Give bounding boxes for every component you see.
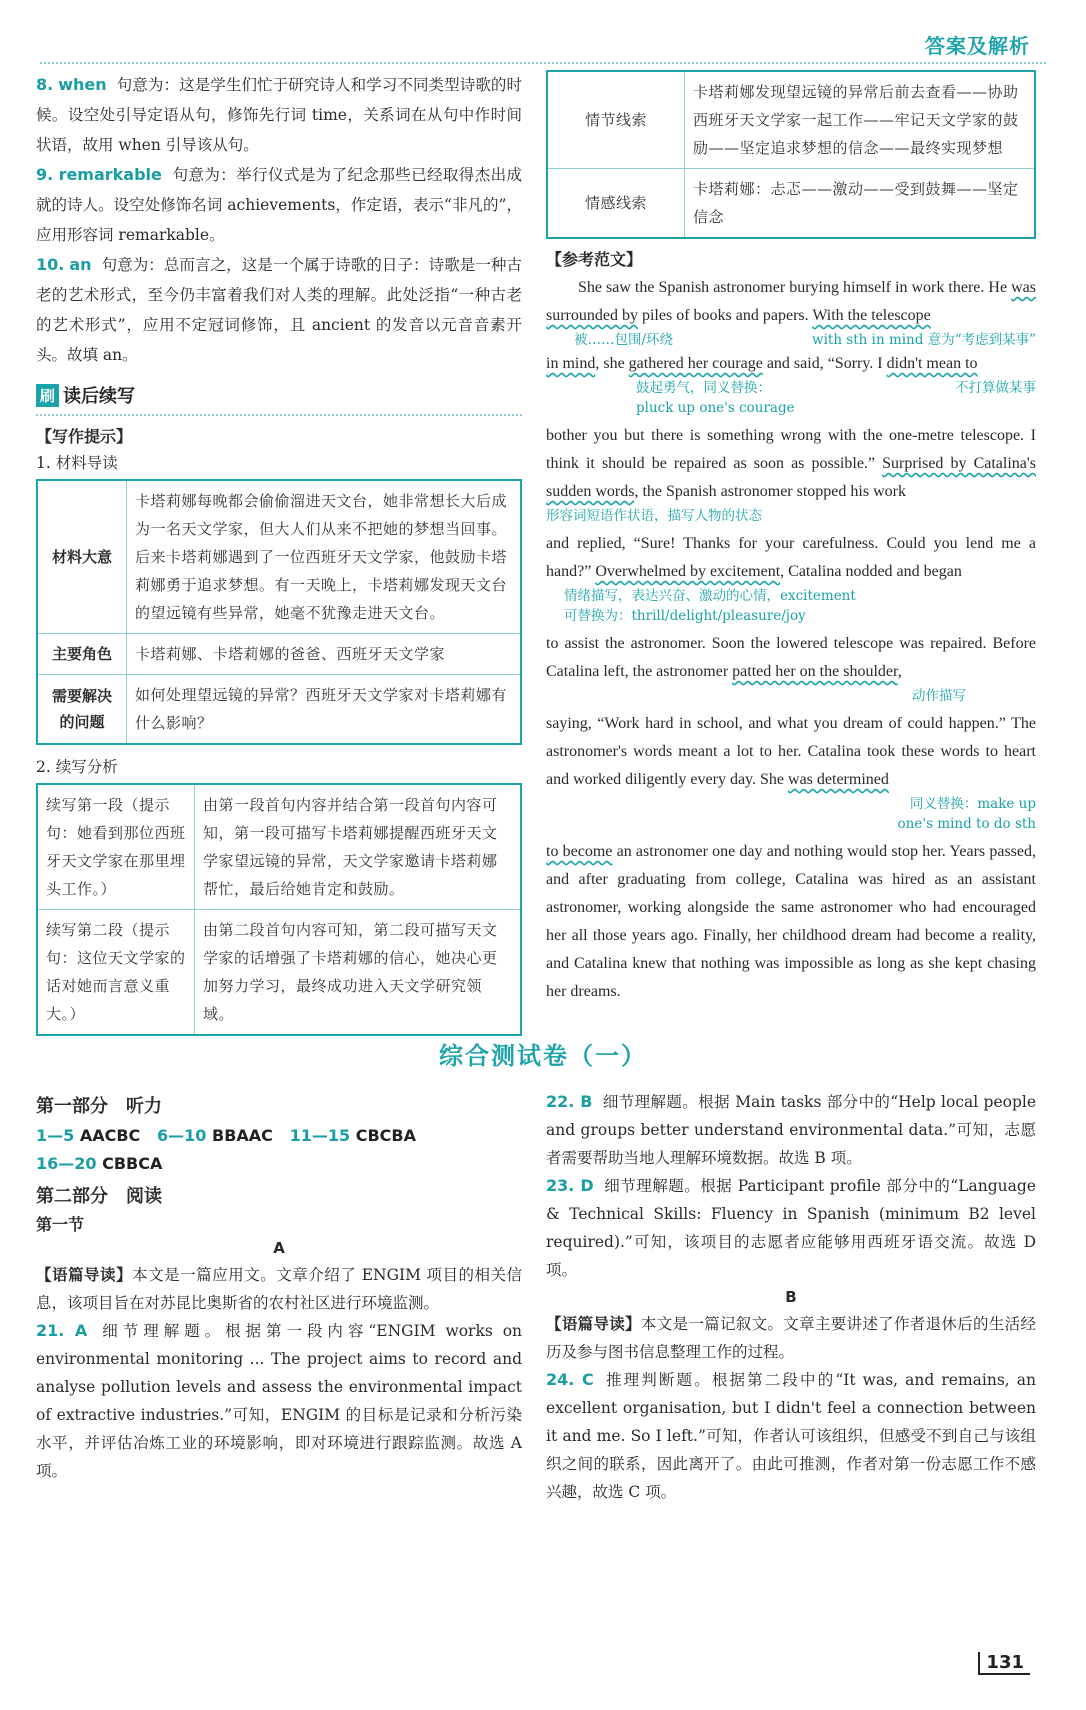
essay-text: to assist the astronomer. Soon the lowered telescope was repaired. Before Catalina left, the astronomer <box>546 635 1036 680</box>
answer-item-9 <box>36 160 522 250</box>
question-number: 21. A <box>36 1321 88 1340</box>
test-left-column <box>36 1088 522 1485</box>
guide-tag: 【语篇导读】 <box>36 1266 133 1284</box>
essay-text: , she <box>595 355 629 372</box>
table-value: 由第一段首句内容并结合第一段首句内容可知，第一段可描写卡塔莉娜提醒西班牙天文学家望远镜的异常，天文学家邀请卡塔莉娜帮忙，最后给她肯定和鼓励。 <box>195 784 522 910</box>
essay-paragraph <box>546 274 1036 330</box>
table-value: 如何处理望远镜的异常？西班牙天文学家对卡塔莉娜有什么影响？ <box>127 675 522 745</box>
essay-paragraph <box>546 630 1036 686</box>
table-key: 情感线索 <box>547 169 685 239</box>
essay-text: piles of books and papers. <box>637 307 813 324</box>
essay-annotation: pluck up one's courage <box>636 400 795 416</box>
essay-text: and said, “Sorry. I <box>762 355 887 372</box>
question-number: 22. B <box>546 1092 593 1111</box>
answer-item-10 <box>36 250 522 370</box>
question-text: 细节理解题。根据 Main tasks 部分中的“Help local people and groups better understand environmental data.”可知，志愿者需要帮助当地人理解环境数据。故选 B 项。 <box>546 1093 1036 1167</box>
left-column <box>36 70 522 1036</box>
key-range: 16—20 <box>36 1154 97 1173</box>
guide-text: 本文是一篇应用文。文章介绍了 ENGIM 项目的相关信息，该项目旨在对苏昆比奥斯省的农村社区进行环境监测。 <box>36 1266 522 1312</box>
essay-annotation: one's mind to do sth <box>897 816 1036 832</box>
item-explanation: 句意为：举行仪式是为了纪念那些已经取得杰出成就的诗人。设空处修饰名词 achievements，作定语，表示“非凡的”，应用形容词 remarkable。 <box>36 166 522 244</box>
table-row <box>547 169 1035 239</box>
item-answer: an <box>69 255 92 274</box>
essay-highlight: Overwhelmed by excitement <box>595 563 781 580</box>
passage-letter: B <box>785 1288 797 1306</box>
annotation-text: 不打算做某事 <box>955 380 1036 396</box>
answer-keys-line <box>36 1150 522 1178</box>
section-one-heading: 第一节 <box>36 1215 85 1234</box>
guide-text: 本文是一篇记叙文。文章主要讲述了作者退休后的生活经历及参与图书信息整理工作的过程。 <box>546 1315 1036 1361</box>
essay-annotation <box>546 378 1036 398</box>
part-two-heading: 第二部分 阅读 <box>36 1186 162 1207</box>
section-title: 读后续写 <box>63 386 136 407</box>
right-column <box>546 70 1036 1006</box>
key-range: 6—10 <box>157 1126 207 1145</box>
sample-essay <box>546 274 1036 1006</box>
table-key: 材料大意 <box>37 480 127 634</box>
table-key: 情节线索 <box>547 71 685 169</box>
item-explanation: 句意为：这是学生们忙于研究诗人和学习不同类型诗歌的时候。设空处引导定语从句，修饰先行词 time，关系词在从句中作时间状语，故用 when 引导该从句。 <box>36 76 522 154</box>
essay-annotation: 可替换为：thrill/delight/pleasure/joy <box>564 608 806 624</box>
table-row <box>37 784 521 910</box>
passage-guide <box>546 1310 1036 1366</box>
essay-text: , <box>897 663 902 680</box>
item-number: 8. <box>36 75 54 94</box>
table-value: 卡塔莉娜每晚都会偷偷溜进天文台，她非常想长大后成为一名天文学家，但大人们从来不把她的梦想当回事。后来卡塔莉娜遇到了一位西班牙天文学家，他鼓励卡塔莉娜勇于追求梦想。有一天晚上，卡塔莉娜发现天文台的望远镜有些异常，她毫不犹豫走进天文台。 <box>127 480 522 634</box>
writing-tips-heading: 【写作提示】 <box>36 427 133 446</box>
item-answer: remarkable <box>58 165 162 184</box>
essay-highlight: didn't mean to <box>886 355 978 372</box>
question-explanation <box>36 1317 522 1485</box>
essay-text: saying, “Work hard in school, and what you dream of could happen.” The astronomer's words meant a lot to her. Catalina took these words to heart and worked diligently every day. She <box>546 715 1036 788</box>
sample-essay-heading: 【参考范文】 <box>546 250 643 269</box>
material-heading: 1. 材料导读 <box>36 454 118 472</box>
section-title-continuation-writing <box>36 378 522 416</box>
essay-paragraph <box>546 838 1036 1006</box>
analysis-table <box>36 783 522 1036</box>
essay-highlight: was determined <box>788 771 889 788</box>
table-row <box>547 71 1035 169</box>
question-text: 细节理解题。根据 Participant profile 部分中的“Language & Technical Skills: Fluency in Spanish (minimum B2 level required).”可知，该项目的志愿者应能够用西班牙语交流。故选 D 项。 <box>546 1177 1036 1279</box>
essay-highlight: to become <box>546 843 613 860</box>
annotation-text: 被……包围/环绕 <box>574 332 674 348</box>
key-answer: CBCBA <box>355 1126 416 1145</box>
essay-paragraph <box>546 710 1036 794</box>
essay-text: She saw the Spanish astronomer burying himself in work there. He <box>578 279 1012 296</box>
table-row <box>37 675 521 745</box>
analysis-heading: 2. 续写分析 <box>36 758 118 776</box>
table-key: 续写第一段（提示句：她看到那位西班牙天文学家在那里埋头工作。） <box>37 784 195 910</box>
part-one-heading: 第一部分 听力 <box>36 1096 162 1117</box>
question-number: 24. C <box>546 1370 594 1389</box>
key-answer: BBAAC <box>212 1126 273 1145</box>
question-text: 推理判断题。根据第二段中的“It was, and remains, an excellent organisation, but I didn't feel a connection between it and me. So I left.”可知，作者认可该组织，但感受不到自己与该组织之间的联系，因此离开了。由此可推测，作者对第一份志愿工作不感兴趣，故选 C 项。 <box>546 1371 1037 1501</box>
essay-highlight: gathered her courage <box>628 355 763 372</box>
essay-paragraph <box>546 530 1036 586</box>
header-divider <box>40 62 1046 65</box>
essay-annotation: 同义替换：make up <box>909 796 1036 812</box>
page-header-title: 答案及解析 <box>925 34 1030 58</box>
question-explanation <box>546 1088 1036 1172</box>
section-badge: 刷 <box>36 384 59 407</box>
essay-highlight: patted her on the shoulder <box>732 663 898 680</box>
passage-letter: A <box>273 1239 285 1257</box>
item-explanation: 句意为：总而言之，这是一个属于诗歌的日子：诗歌是一种古老的艺术形式，至今仍丰富着我们对人类的理解。此处泛指“一种古老的艺术形式”，应用不定冠词修饰，且 ancient 的发音以元音音素开头。故填 an。 <box>36 256 522 364</box>
table-key: 续写第二段（提示句：这位天文学家的话对她而言意义重大。） <box>37 910 195 1036</box>
key-answer: CBBCA <box>102 1154 163 1173</box>
essay-annotation: 情绪描写，表达兴奋、激动的心情，excitement <box>564 588 856 604</box>
essay-highlight: Surprised by Catalina's sudden words <box>546 455 1036 500</box>
annotation-text: 鼓起勇气，同义替换： <box>636 380 771 396</box>
item-number: 10. <box>36 255 65 274</box>
key-range: 1—5 <box>36 1126 75 1145</box>
essay-annotation <box>546 330 1036 350</box>
item-number: 9. <box>36 165 54 184</box>
question-number: 23. D <box>546 1176 594 1195</box>
guide-tag: 【语篇导读】 <box>546 1315 641 1333</box>
essay-paragraph <box>546 422 1036 506</box>
table-value: 卡塔莉娜、卡塔莉娜的爸爸、西班牙天文学家 <box>127 634 522 675</box>
table-row <box>37 634 521 675</box>
material-table <box>36 479 522 745</box>
essay-annotation: 动作描写 <box>912 688 966 704</box>
essay-text: bother you but there is something wrong with the one-metre telescope. I think it should be repaired as soon as possible.” <box>546 427 1036 472</box>
question-explanation <box>546 1366 1036 1506</box>
essay-highlight: in mind <box>546 355 596 372</box>
essay-text: an astronomer one day and nothing would stop her. Years passed, and after graduating from college, Catalina was hired as an assistant astronomer, working alongside the same astronomer who had encouraged her all those years ago. Finally, her childhood dream had become a reality, and Catalina knew that nothing was impossible as long as she kept chasing her dreams. <box>546 843 1036 1000</box>
question-text: 细节理解题。根据第一段内容“ENGIM works on environmental monitoring ... The project aims to record and analyse pollution levels and assess the environmental impact of extractive industries.”可知，ENGIM 的目标是记录和分析污染水平，并评估冶炼工业的环境影响，即对环境进行跟踪监测。故选 A 项。 <box>36 1322 523 1480</box>
essay-annotation: 形容词短语作状语，描写人物的状态 <box>546 508 762 524</box>
annotation-text: with sth in mind 意为“考虑到某事” <box>812 332 1036 348</box>
page-number: 131 <box>978 1652 1030 1675</box>
table-value: 卡塔莉娜：忐忑——激动——受到鼓舞——坚定信念 <box>685 169 1036 239</box>
table-key: 主要角色 <box>37 634 127 675</box>
essay-paragraph <box>546 350 1036 378</box>
test-right-column <box>546 1088 1036 1506</box>
table-value: 卡塔莉娜发现望远镜的异常后前去查看——协助西班牙天文学家一起工作——牢记天文学家的鼓励——坚定追求梦想的信念——最终实现梦想 <box>685 71 1036 169</box>
clue-table <box>546 70 1036 239</box>
essay-text: , the Spanish astronomer stopped his work <box>634 483 906 500</box>
question-explanation <box>546 1172 1036 1284</box>
table-row <box>37 480 521 634</box>
key-range: 11—15 <box>289 1126 351 1145</box>
answer-item-8 <box>36 70 522 160</box>
passage-guide <box>36 1261 522 1317</box>
essay-text: and replied, “Sure! Thanks for your carefulness. Could you lend me a hand?” <box>546 535 1036 580</box>
answer-keys-line <box>36 1122 522 1150</box>
key-answer: AACBC <box>79 1126 141 1145</box>
test-title: 综合测试卷（一） <box>439 1042 647 1070</box>
essay-highlight: was surrounded by <box>546 279 1036 324</box>
table-row <box>37 910 521 1036</box>
table-value: 由第二段首句内容可知，第二段可描写天文学家的话增强了卡塔莉娜的信心，她决心更加努力学习，最终成功进入天文学研究领域。 <box>195 910 522 1036</box>
essay-highlight: With the telescope <box>812 307 931 324</box>
item-answer: when <box>58 75 107 94</box>
table-key: 需要解决的问题 <box>37 675 127 745</box>
essay-text: , Catalina nodded and began <box>780 563 962 580</box>
